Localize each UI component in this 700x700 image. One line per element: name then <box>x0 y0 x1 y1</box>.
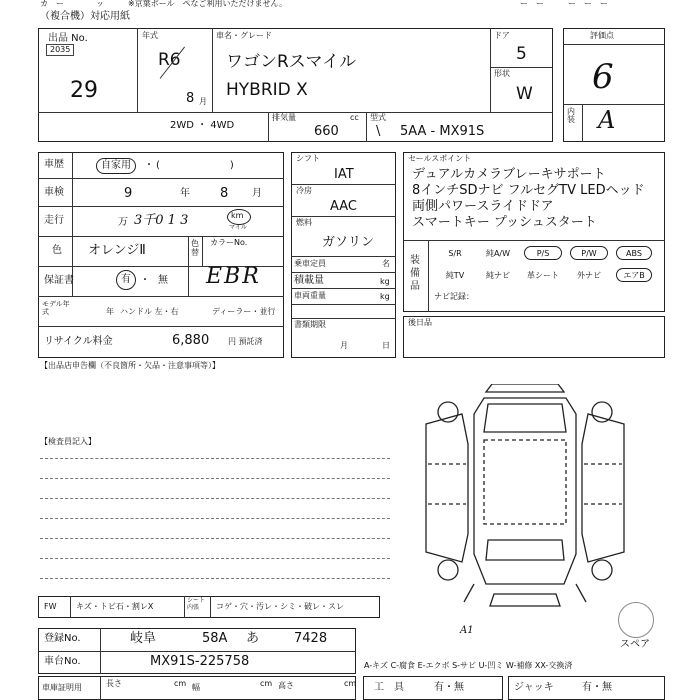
doors-label: ドア <box>494 31 510 40</box>
inspection-year-unit: 年 <box>180 188 190 199</box>
seller-notes-label: 【出品店申告欄（不良箇所・欠品・注意事項等）】 <box>40 361 220 370</box>
seat-text: コゲ・穴・汚レ・シミ・破レ・スレ <box>216 602 344 611</box>
color-label: 色 <box>52 245 62 256</box>
mileage-man: 万 <box>118 217 128 228</box>
sales-points-label: セールスポイント <box>408 154 472 163</box>
reg-class: 58A <box>202 631 228 646</box>
weight-unit: kg <box>380 292 390 301</box>
history-label: 車歴 <box>44 159 64 170</box>
car-diagram <box>414 384 636 620</box>
lot-stamp: 2035 <box>46 44 74 56</box>
history-block <box>38 152 284 358</box>
reg-kana: あ <box>246 631 260 646</box>
docs-day: 日 <box>382 341 390 350</box>
equip-pw: P/W <box>570 246 608 260</box>
cert-length-cm: cm <box>174 679 187 688</box>
lot-label: 出品 No. <box>48 33 88 44</box>
equip-ps: P/S <box>524 246 562 260</box>
warranty-yes: 有 <box>121 274 131 285</box>
dealer: ディーラー・並行 <box>212 307 276 316</box>
doors-value: 5 <box>516 44 527 64</box>
inspection-month-unit: 月 <box>252 188 262 199</box>
weight-label: 車両重量 <box>294 291 326 300</box>
sales-point-4: スマートキー プッシュスタート <box>412 215 597 230</box>
sales-point-1: デュアルカメラブレーキサポート <box>412 167 606 182</box>
reg-area: 岐阜 <box>130 631 157 646</box>
model-year-era: R6 <box>158 50 181 70</box>
interior-value: A <box>598 106 616 134</box>
recycle-unit: 円 預託済 <box>228 337 263 346</box>
score-value: 6 <box>592 57 614 97</box>
seat-label: シート内張 <box>187 597 206 611</box>
recycle-label: リサイクル料金 <box>44 336 113 347</box>
cert-height: 高さ <box>278 681 294 690</box>
chassis-value: MX91S-225758 <box>150 654 250 669</box>
reg-number: 7428 <box>294 631 328 646</box>
interior-label: 内装 <box>567 107 575 124</box>
displacement-unit: cc <box>350 113 359 122</box>
warranty-dot: ・ <box>140 275 150 286</box>
diagram-mark: A1 <box>460 625 474 636</box>
chassis-label: 車台No. <box>44 656 81 667</box>
shape-value: W <box>516 84 533 104</box>
equip-leather: 革シート <box>527 270 559 280</box>
equip-airbag: エアB <box>616 268 652 282</box>
model-year-month: 8 <box>186 91 195 106</box>
inspection-month: 8 <box>220 186 229 201</box>
equip-tv: 純TV <box>445 270 465 280</box>
color-no-label: カラーNo. <box>210 238 248 247</box>
jack-label: ジャッキ <box>514 682 554 693</box>
ac-label: 冷房 <box>296 186 312 195</box>
model-code-label: 型式 <box>370 113 386 122</box>
fuel-label: 燃料 <box>296 218 312 227</box>
cert-height-cm: cm <box>344 679 357 688</box>
jack-value: 有・無 <box>582 682 612 693</box>
tools-value: 有・無 <box>434 682 464 693</box>
recycle-value: 6,880 <box>172 333 210 348</box>
score-label: 評価点 <box>590 31 614 40</box>
shift-value: IAT <box>334 167 354 182</box>
spare-tire-icon <box>618 602 654 638</box>
model-year-month-unit: 月 <box>199 97 207 106</box>
load-unit: kg <box>380 277 390 286</box>
equip-alloy: 純A/W <box>485 248 511 258</box>
mileage-unit: km <box>231 211 244 220</box>
model-year-label-small: モデル年式 <box>42 300 70 317</box>
warranty-no: 無 <box>158 275 168 286</box>
header-top-line: カ ー ッ ※京葉ボール ペなご利用いただけません。 <box>40 0 288 8</box>
vehicle-name: ワゴンRスマイル <box>226 52 357 72</box>
history-parens: ( ) <box>156 160 234 171</box>
lot-number: 29 <box>70 78 98 103</box>
equip-ext-navi: 外ナビ <box>577 270 601 280</box>
reg-label: 登録No. <box>44 633 81 644</box>
color-no-value: EBR <box>206 264 261 289</box>
drive-type: 2WD ・ 4WD <box>170 120 235 131</box>
header-top-line-right: ー ー ー ー ー <box>520 0 608 8</box>
history-value: 自家用 <box>96 158 136 174</box>
rear-items-label: 後日品 <box>408 318 432 327</box>
mileage-label: 走行 <box>44 215 64 226</box>
vehicle-name-label: 車名・グレード <box>216 31 272 40</box>
equip-navi: 純ナビ <box>486 270 510 280</box>
header-subtitle: （複合機）対応用紙 <box>40 11 130 22</box>
model-code-mark: \ <box>376 124 381 139</box>
fw-label: FW <box>44 602 57 611</box>
fuel-value: ガソリン <box>322 235 375 250</box>
cert-width: 幅 <box>192 683 200 692</box>
color-value: オレンジⅡ <box>88 243 146 258</box>
docs-label: 書類期限 <box>294 320 326 329</box>
shape-label: 形状 <box>494 69 510 78</box>
shift-label: シフト <box>296 154 320 163</box>
sales-point-2: 8インチSDナビ フルセグTV LEDヘッド <box>412 183 645 198</box>
displacement-value: 660 <box>314 124 339 139</box>
rear-items-box <box>403 316 665 358</box>
inspection-year: 9 <box>124 186 133 201</box>
ac-value: AAC <box>330 199 357 214</box>
inspector-label: 【検査員記入】 <box>40 437 96 446</box>
warranty-label: 保証書 <box>44 275 74 286</box>
history-dot: ・ <box>144 160 154 171</box>
sales-point-3: 両側パワースライドドア <box>412 199 554 214</box>
color-change-label: 色替 <box>191 239 199 257</box>
model-year-unit: 年 <box>106 307 114 316</box>
load-label: 積載量 <box>294 275 324 286</box>
cert-length: 長さ <box>106 679 122 688</box>
spare-label: スペア <box>620 639 650 650</box>
handle: ハンドル 左・右 <box>120 307 179 316</box>
model-code-value: 5AA - MX91S <box>400 124 485 139</box>
displacement-label: 排気量 <box>272 113 296 122</box>
fw-text: キズ・トビ石・割レX <box>76 602 154 611</box>
capacity-unit: 名 <box>382 259 390 268</box>
navi-note: ナビ記録： <box>434 292 474 301</box>
equip-sr: S/R <box>448 248 462 258</box>
equipment-label: 装備品 <box>410 255 420 292</box>
mileage-value: 3千0 1 3 <box>134 213 189 228</box>
docs-month: 月 <box>340 341 348 350</box>
model-year-label: 年式 <box>142 31 158 40</box>
cert-label: 車庫証明用 <box>42 683 82 692</box>
tools-label: 工 具 <box>374 682 404 693</box>
capacity-label: 乗車定員 <box>294 259 326 268</box>
cert-width-cm: cm <box>260 679 273 688</box>
equip-abs: ABS <box>616 246 652 260</box>
damage-legend: A-キズ C-腐食 E-エクボ S-サビ U-凹ミ W-補修 XX-交換済 <box>364 661 573 670</box>
mileage-unit-sub: マイル <box>229 224 247 231</box>
vehicle-grade: HYBRID X <box>226 80 308 100</box>
inspection-label: 車検 <box>44 187 64 198</box>
